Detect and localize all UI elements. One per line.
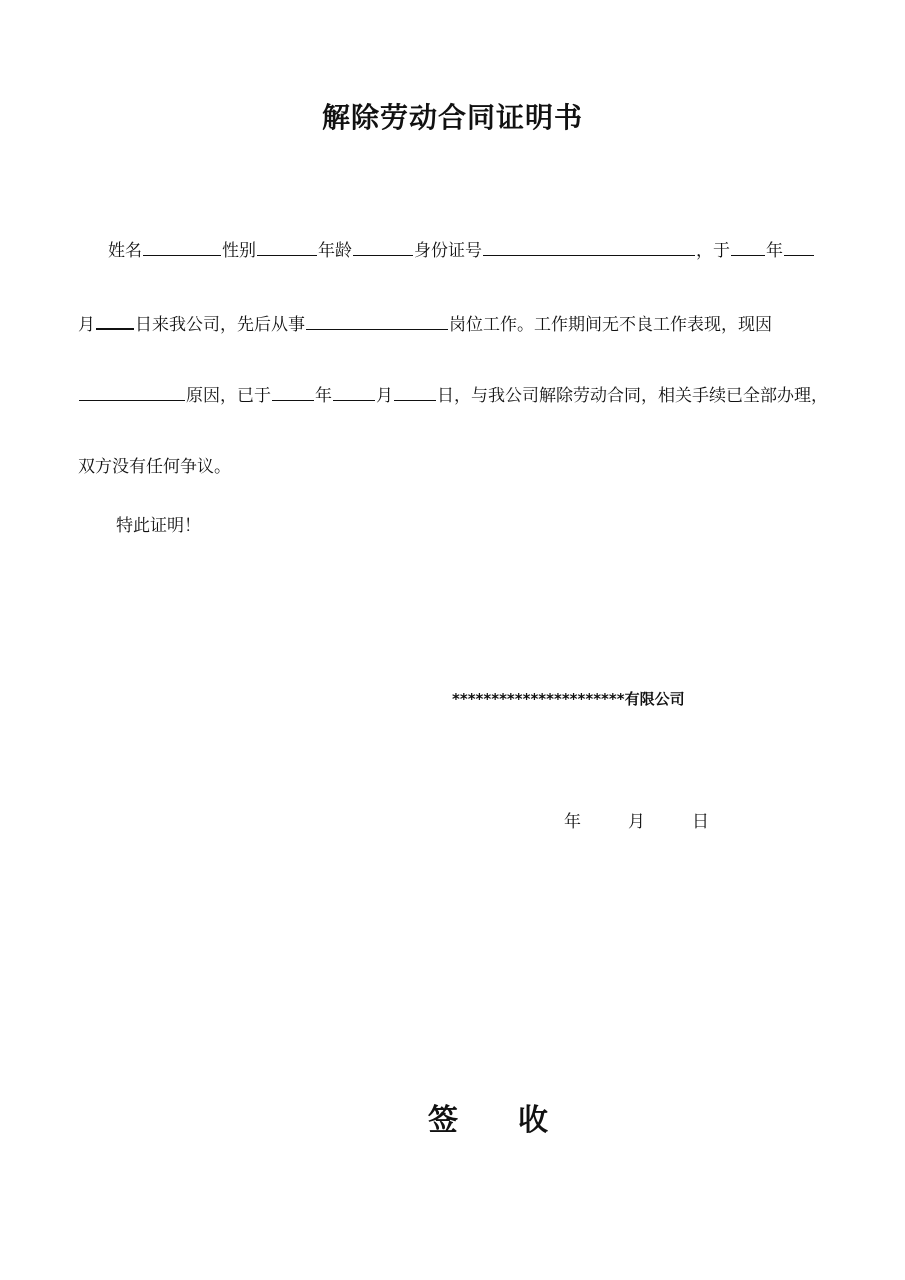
certify-text: 特此证明！ — [116, 516, 201, 536]
end-day-text: 日，与我公司解除劳动合同，相关手续已全部办理， — [437, 386, 828, 406]
name-label: 姓名 — [108, 241, 142, 261]
reason-text: 原因，已于 — [186, 386, 271, 406]
month-label: 月 — [78, 315, 95, 335]
document-title: 解除劳动合同证明书 — [321, 101, 583, 134]
day-blank — [96, 311, 134, 330]
gender-blank — [257, 238, 317, 256]
date-year: 年 — [564, 812, 581, 832]
at-label: ，于 — [696, 241, 730, 261]
paragraph-line-1 — [108, 238, 815, 263]
post-text: 岗位工作。工作期间无不良工作表现，现因 — [449, 315, 772, 335]
date-month: 月 — [628, 812, 645, 832]
end-month-blank — [333, 383, 375, 401]
year-label: 年 — [766, 241, 783, 261]
age-blank — [353, 238, 413, 256]
end-month-label: 月 — [376, 386, 393, 406]
paragraph-line-2 — [78, 311, 772, 337]
name-blank — [143, 238, 221, 256]
gender-label: 性别 — [222, 241, 256, 261]
reason-blank — [79, 383, 185, 401]
day-text: 日来我公司，先后从事 — [135, 315, 305, 335]
end-year-blank — [272, 383, 314, 401]
end-day-blank — [394, 383, 436, 401]
paragraph-line-4: 双方没有任何争议。 — [78, 457, 231, 477]
sign-char-2: 收 — [518, 1103, 548, 1138]
paragraph-line-3 — [78, 383, 828, 408]
date-day: 日 — [692, 812, 709, 832]
id-blank — [483, 238, 695, 256]
company-name: **********************有限公司 — [452, 690, 685, 708]
month-blank — [784, 238, 814, 256]
sign-char-1: 签 — [428, 1103, 458, 1138]
age-label: 年龄 — [318, 241, 352, 261]
year-blank — [731, 238, 765, 256]
id-label: 身份证号 — [414, 241, 482, 261]
post-blank — [306, 312, 448, 330]
end-year-label: 年 — [315, 386, 332, 406]
